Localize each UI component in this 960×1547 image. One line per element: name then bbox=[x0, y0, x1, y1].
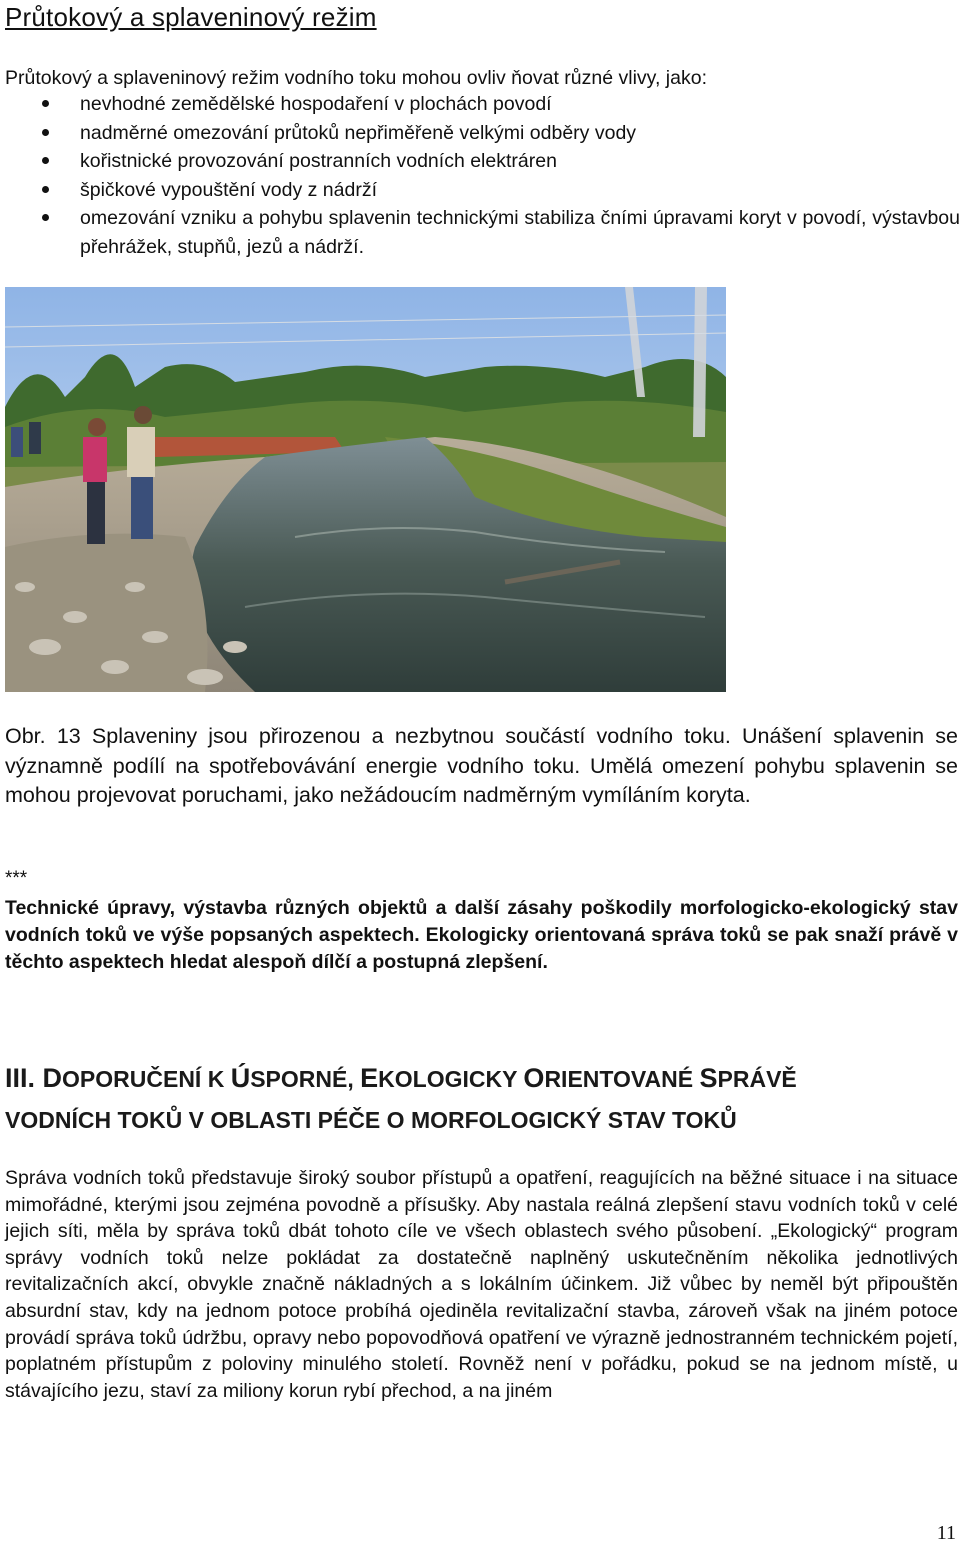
list-item: nadměrné omezování průtoků nepřiměřeně velkými odběry vody bbox=[0, 119, 960, 148]
page-heading: Průtokový a splaveninový režim bbox=[5, 2, 377, 32]
section-separator: *** bbox=[5, 868, 28, 889]
bullet-icon bbox=[42, 214, 49, 221]
body-paragraph: Správa vodních toků představuje široký soubor přístupů a opatření, reagujících na běžné situace i na situace mimořádné, kterými jsou zejména povodně a přísušky. Aby nastala reálná zlepšení stavu vodních toků v celé jejich síti, měla by správa toků dbát tohoto cíle ve všech oblastech svého působení. „Ekologický“ program správy vodních toků nelze pokládat za dostatečně naplněný uskutečněním několika jednotlivých revitalizačních akcí, obvykle značně nákladných a s lokálním účinkem. Již vůbec by neměl být připouštěn absurdní stav, kdy na jednom potoce probíhá ojediněla revitalizační stavba, zároveň však na jiném potoce provádí správa toků údržbu, opravy nebo popovodňová opatření ve výrazně jednostranném technickém pojetí, poplatném přístupům z poloviny minulého století. Rovněž není v pořádku, pokud se na jednom místě, u stávajícího jezu, staví za miliony korun rybí přechod, a na jiném bbox=[5, 1167, 958, 1402]
figure-caption: Obr. 13 Splaveniny jsou přirozenou a nezbytnou součástí vodního toku. Unášení splavenin se významně podílí na spotřebovávání energie vodního toku. Umělá omezení pohybu splavenin se mohou projevovat poruchami, jako nežádoucím nadměrným vymíláním koryta. bbox=[5, 724, 958, 807]
bullet-icon bbox=[42, 129, 49, 136]
section-heading bbox=[5, 1058, 960, 1140]
page-number: 11 bbox=[936, 1522, 956, 1544]
list-item: nevhodné zemědělské hospodaření v plochách povodí bbox=[0, 90, 960, 119]
bullet-icon bbox=[42, 100, 49, 107]
list-item: špičkové vypouštění vody z nádrží bbox=[0, 176, 960, 205]
list-item: omezování vzniku a pohybu splavenin technickými stabiliza čními úpravami koryt v povodí, výstavbou přehrážek, stupňů, jezů a nádrží. bbox=[0, 204, 960, 261]
section-title-line1: DOPORUČENÍ K ÚSPORNÉ, EKOLOGICKY ORIENTOVANÉ SPRÁVĚ bbox=[42, 1063, 797, 1093]
intro-text: Průtokový a splaveninový režim vodního toku mohou ovliv ňovat různé vlivy, jako: bbox=[5, 67, 707, 89]
section-title-line2: VODNÍCH TOKŮ V OBLASTI PÉČE O MORFOLOGICKÝ STAV TOKŮ bbox=[5, 1107, 737, 1133]
list-item: kořistnické provozování postranních vodních elektráren bbox=[0, 147, 960, 176]
bullet-icon bbox=[42, 157, 49, 164]
influence-list bbox=[0, 90, 960, 262]
bold-paragraph: Technické úpravy, výstavba různých objektů a další zásahy poškodily morfologicko-ekologický stav vodních toků ve výše popsaných aspektech. Ekologicky orientovaná správa toků se pak snaží právě v těchto aspektech hledat alespoň dílčí a postupná zlepšení. bbox=[5, 897, 958, 973]
river-photo bbox=[5, 287, 726, 692]
bullet-icon bbox=[42, 186, 49, 193]
section-number: III. bbox=[5, 1063, 36, 1093]
